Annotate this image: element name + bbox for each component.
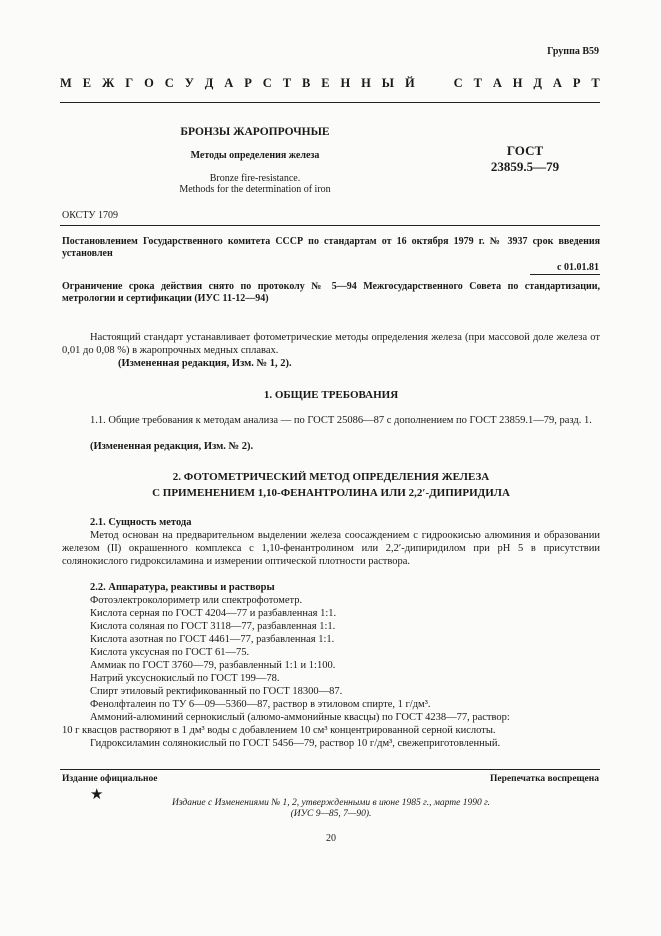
document-subtitle: Методы определения железа <box>190 150 320 161</box>
list-item: Натрий уксуснокислый по ГОСТ 199—78. <box>90 673 280 684</box>
section-1-text: 1.1. Общие требования к методам анализа — по ГОСТ 25086—87 с дополнением по ГОСТ 23859.1—79, разд. 1. <box>90 415 592 426</box>
list-item: Фенолфталеин по ТУ 6—09—5360—87, раствор в этиловом спирте, 1 г/дм³. <box>90 699 431 710</box>
list-item: Кислота соляная по ГОСТ 3118—77, разбавленная 1:1. <box>90 621 336 632</box>
limitation-text: Ограничение срока действия снято по протоколу № 5—94 Межгосударственного Совета по стандартизации, метрологии и сертификации (ИУС 11-12—94) <box>62 281 600 304</box>
effective-date: с 01.01.81 <box>557 262 599 273</box>
list-item: Кислота уксусная по ГОСТ 61—75. <box>90 647 250 658</box>
list-item: Кислота серная по ГОСТ 4204—77 и разбавленная 1:1. <box>90 608 337 619</box>
date-underline <box>530 274 600 275</box>
alum-line-2: 10 г квасцов растворяют в 1 дм³ воды с добавлением 10 см³ концентрированной серной кислоты. <box>62 725 496 736</box>
list-item: Кислота азотная по ГОСТ 4461—77, разбавленная 1:1. <box>90 634 335 645</box>
reprint-prohibited-label: Перепечатка воспрещена <box>489 774 599 784</box>
edition-note-line-1: Издание с Изменениями № 1, 2, утвержденными в июне 1985 г., марте 1990 г. <box>171 798 491 808</box>
header-divider <box>60 102 600 103</box>
document-title: БРОНЗЫ ЖАРОПРОЧНЫЕ <box>180 126 330 138</box>
section-2-title-line-1: 2. ФОТОМЕТРИЧЕСКИЙ МЕТОД ОПРЕДЕЛЕНИЯ ЖЕЛЕЗА <box>172 471 490 483</box>
decree-text: Постановлением Государственного комитета СССР по стандартам от 16 октября 1979 г. № 3937 срок введения установлен <box>62 236 600 259</box>
star-icon: ★ <box>90 787 104 803</box>
page-number: 20 <box>326 833 336 844</box>
section-2-title-line-2: С ПРИМЕНЕНИЕМ 1,10-ФЕНАНТРОЛИНА ИЛИ 2,2′-ДИПИРИДИЛА <box>152 487 510 499</box>
gost-number: 23859.5—79 <box>490 159 560 174</box>
list-item: Фотоэлектроколориметр или спектрофотометр. <box>90 595 303 606</box>
english-title-line-2: Methods for the determination of iron <box>179 184 331 195</box>
group-code: Группа В59 <box>547 46 599 57</box>
hydroxylamine-line: Гидроксиламин солянокислый по ГОСТ 5456—79, раствор 10 г/дм³, свежеприготовленный. <box>90 738 501 749</box>
official-edition-label: Издание официальное <box>62 774 158 784</box>
section-1-title: 1. ОБЩИЕ ТРЕБОВАНИЯ <box>263 389 399 401</box>
okstu-code: ОКСТУ 1709 <box>62 210 119 221</box>
subsection-2-1-title: 2.1. Сущность метода <box>90 517 192 528</box>
footer-divider <box>60 769 600 770</box>
english-title-line-1: Bronze fire-resistance. <box>209 173 301 184</box>
list-item: Аммиак по ГОСТ 3760—79, разбавленный 1:1 и 1:100. <box>90 660 336 671</box>
title-divider <box>60 225 600 226</box>
list-item: Спирт этиловый ректификованный по ГОСТ 18300—87. <box>90 686 343 697</box>
interstate-standard-banner: М Е Ж Г О С У Д А Р С Т В Е Н Н Ы Й С Т А Н Д А Р Т <box>60 76 600 90</box>
edition-note-line-2: (ИУС 9—85, 7—90). <box>290 809 372 819</box>
alum-line-1: Аммоний-алюминий сернокислый (алюмо-аммонийные квасцы) по ГОСТ 4238—77, раствор: <box>90 712 510 723</box>
subsection-2-1-text: Метод основан на предварительном выделении железа соосаждением с гидроокисью алюминия и образовании железом (II) окрашенного комплекса с 1,10-фенантролином или 2,2′-дипиридилом при pH 5 в присутствии солянокислого гидроксиламина и измерении оптической плотности раствора. <box>62 530 600 567</box>
intro-paragraph: Настоящий стандарт устанавливает фотометрические методы определения железа (при массовой доле железа от 0,01 до 0,08 %) в жаропрочных медных сплавах. <box>62 332 600 356</box>
subsection-2-2-title: 2.2. Аппаратура, реактивы и растворы <box>90 582 275 593</box>
intro-edition: (Измененная редакция, Изм. № 1, 2). <box>118 358 292 369</box>
gost-label: ГОСТ <box>506 143 544 158</box>
section-1-edition: (Измененная редакция, Изм. № 2). <box>90 441 254 452</box>
